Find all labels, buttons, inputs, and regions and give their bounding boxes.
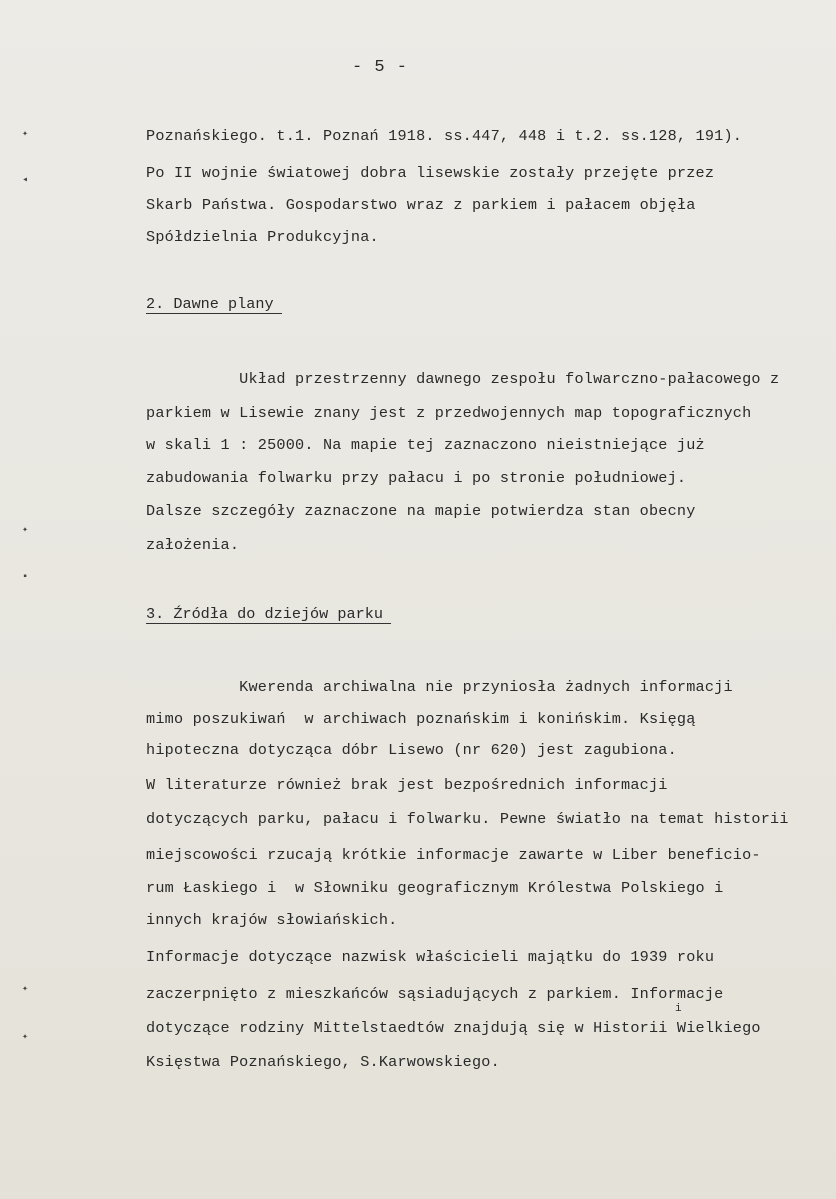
text-line: dotyczące rodziny Mittelstaedtów znajdują się w Historii Wielkiego: [146, 1019, 761, 1037]
text-line: W literaturze również brak jest bezpośrednich informacji: [146, 776, 668, 794]
text-line: innych krajów słowiańskich.: [146, 911, 398, 929]
text-line: Księstwa Poznańskiego, S.Karwowskiego.: [146, 1053, 500, 1071]
text-line: założenia.: [146, 536, 240, 554]
margin-mark: ✦: [22, 525, 29, 536]
page-number: - 5 -: [352, 58, 409, 77]
text-line: zaczerpnięto z mieszkańców sąsiadujących z parkiem. Informacje: [146, 985, 724, 1003]
handwritten-insert-mark: i: [675, 1003, 682, 1015]
text-line: hipoteczna dotycząca dóbr Lisewo (nr 620) jest zagubiona.: [146, 741, 677, 759]
text-line: Poznańskiego. t.1. Poznań 1918. ss.447, 448 i t.2. ss.128, 191).: [146, 127, 743, 145]
margin-mark: ✦: [22, 1032, 29, 1043]
text-line: Dalsze szczegóły zaznaczone na mapie potwierdza stan obecny: [146, 502, 696, 520]
text-line: mimo poszukiwań w archiwach poznańskim i konińskim. Księgą: [146, 710, 696, 728]
margin-mark: ✦: [22, 129, 29, 140]
section-heading: 3. Źródła do dziejów parku: [146, 605, 391, 624]
margin-mark: ▪: [22, 572, 29, 583]
margin-mark: ✦: [22, 984, 29, 995]
text-line: Spółdzielnia Produkcyjna.: [146, 228, 379, 246]
text-line: dotyczących parku, pałacu i folwarku. Pewne światło na temat historii: [146, 810, 789, 828]
section-heading: 2. Dawne plany: [146, 295, 282, 314]
text-line: Kwerenda archiwalna nie przyniosła żadnych informacji: [146, 678, 733, 696]
text-line: parkiem w Lisewie znany jest z przedwojennych map topograficznych: [146, 404, 752, 422]
text-line: Informacje dotyczące nazwisk właścicieli majątku do 1939 roku: [146, 948, 715, 966]
text-line: rum Łaskiego i w Słowniku geograficznym Królestwa Polskiego i: [146, 879, 724, 897]
text-line: miejscowości rzucają krótkie informacje zawarte w Liber beneficio-: [146, 846, 761, 864]
text-line: Skarb Państwa. Gospodarstwo wraz z parkiem i pałacem objęła: [146, 196, 696, 214]
text-line: Układ przestrzenny dawnego zespołu folwarczno-pałacowego z: [146, 370, 780, 388]
text-line: zabudowania folwarku przy pałacu i po stronie południowej.: [146, 469, 687, 487]
text-line: w skali 1 : 25000. Na mapie tej zaznaczono nieistniejące już: [146, 436, 705, 454]
text-line: Po II wojnie światowej dobra lisewskie zostały przejęte przez: [146, 164, 715, 182]
margin-mark: ◂: [22, 175, 29, 186]
